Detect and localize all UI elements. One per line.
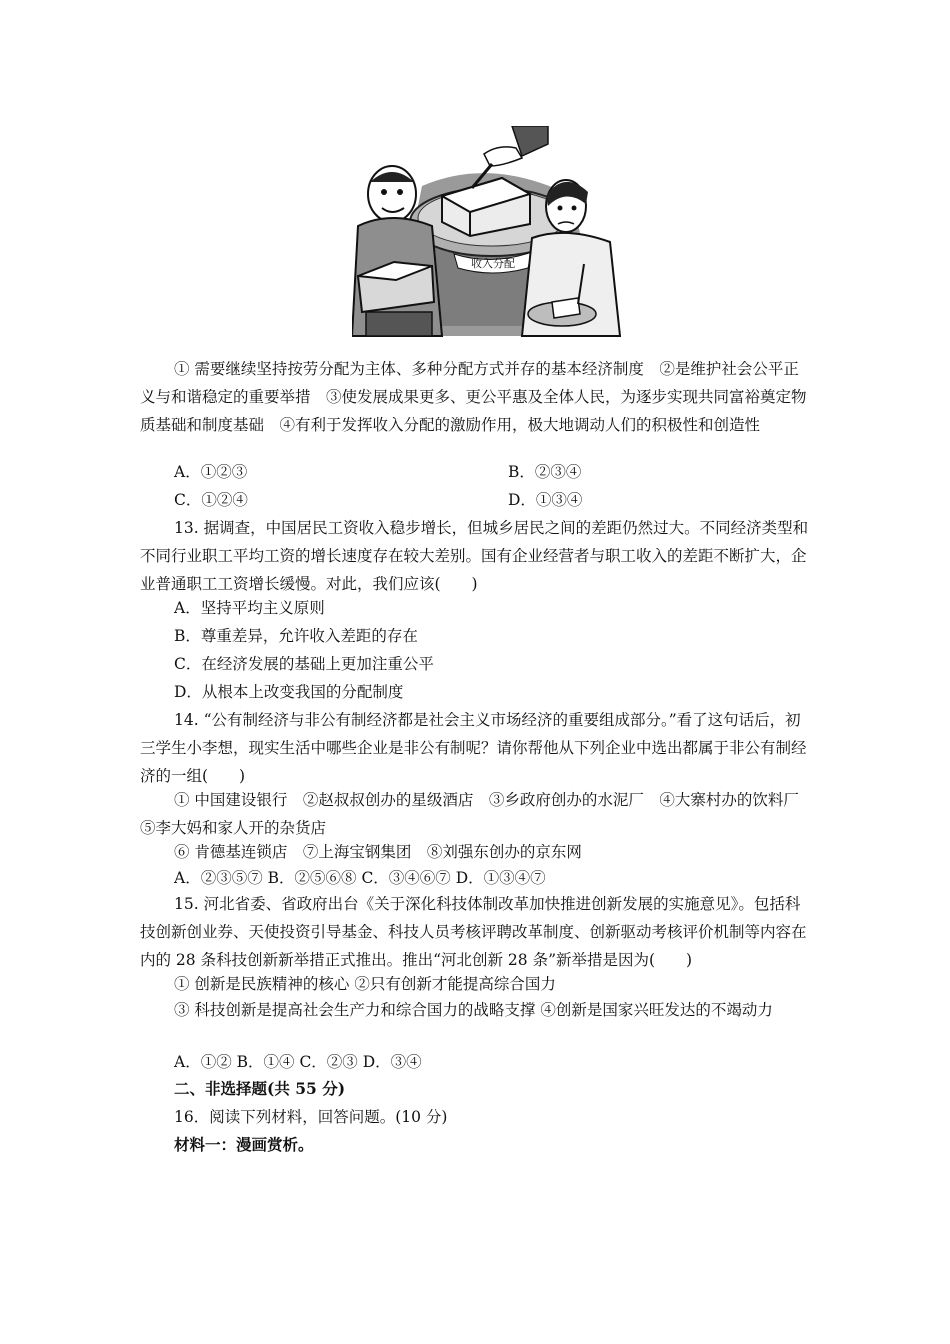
q13-option-b: B．尊重差异，允许收入差距的存在 (174, 627, 418, 645)
q13-option-d: D．从根本上改变我国的分配制度 (174, 683, 404, 701)
q15-stem: 15. 河北省委、省政府出台《关于深化科技体制改革加快推进创新发展的实施意见》。包括科技创新创业券、天使投资引导基金、科技人员考核评聘改革制度、创新驱动考核评价机制等内容在内的 28 条科技创新新举措正式推出。推出“河北创新 28 条”新举措是因为( ) (140, 895, 807, 969)
q14-companies-line-1: ① 中国建设银行 ②赵叔叔创办的星级酒店 ③乡政府创办的水泥厂 ④大寨村办的饮料厂 ⑤李大妈和家人开的杂货店 (140, 791, 815, 837)
q12-option-d: D．①③④ (508, 491, 583, 509)
q15-statements-line-1: ① 创新是民族精神的核心 ②只有创新才能提高综合国力 (174, 975, 556, 993)
q13-option-c: C．在经济发展的基础上更加注重公平 (174, 655, 434, 673)
q13-stem: 13. 据调查，中国居民工资收入稳步增长，但城乡居民之间的差距仍然过大。不同经济类型和不同行业职工平均工资的增长速度存在较大差别。国有企业经营者与职工收入的差距不断扩大，企业普通职工工资增长缓慢。对此，我们应该( ) (140, 519, 809, 593)
q14-options: A．②③⑤⑦ B．②⑤⑥⑧ C．③④⑥⑦ D．①③④⑦ (174, 869, 546, 887)
q12-option-c: C．①②④ (174, 491, 248, 509)
plate-label: 收入分配 (471, 257, 515, 270)
q12-statements: ① 需要继续坚持按劳分配为主体、多种分配方式并存的基本经济制度 ②是维护社会公平正义与和谐稳定的重要举措 ③使发展成果更多、更公平惠及全体人民，为逐步实现共同富裕奠定物质基础和制度基础 ④有利于发挥收入分配的激励作用，极大地调动人们的积极性和创造性 (140, 360, 807, 434)
q12-option-b: B．②③④ (508, 463, 582, 481)
q14-stem: 14. “公有制经济与非公有制经济都是社会主义市场经济的重要组成部分。”看了这句话后，初三学生小李想，现实生活中哪些企业是非公有制呢？请你帮他从下列企业中选出都属于非公有制经济的一组( ) (140, 711, 807, 785)
q16-material-1: 材料一：漫画赏析。 (174, 1135, 314, 1154)
q14-companies-line-2: ⑥ 肯德基连锁店 ⑦上海宝钢集团 ⑧刘强东创办的京东网 (174, 843, 582, 861)
q15-options: A．①② B．①④ C．②③ D．③④ (174, 1053, 422, 1071)
q16-stem: 16．阅读下列材料，回答问题。(10 分) (174, 1108, 448, 1126)
income-distribution-cartoon (352, 126, 624, 344)
q12-option-a: A．①②③ (174, 463, 248, 481)
q15-statements-line-2: ③ 科技创新是提高社会生产力和综合国力的战略支撑 ④创新是国家兴旺发达的不竭动力 (174, 1001, 773, 1019)
q13-option-a: A．坚持平均主义原则 (174, 599, 325, 617)
section-2-heading: 二、非选择题(共 55 分) (174, 1079, 346, 1098)
